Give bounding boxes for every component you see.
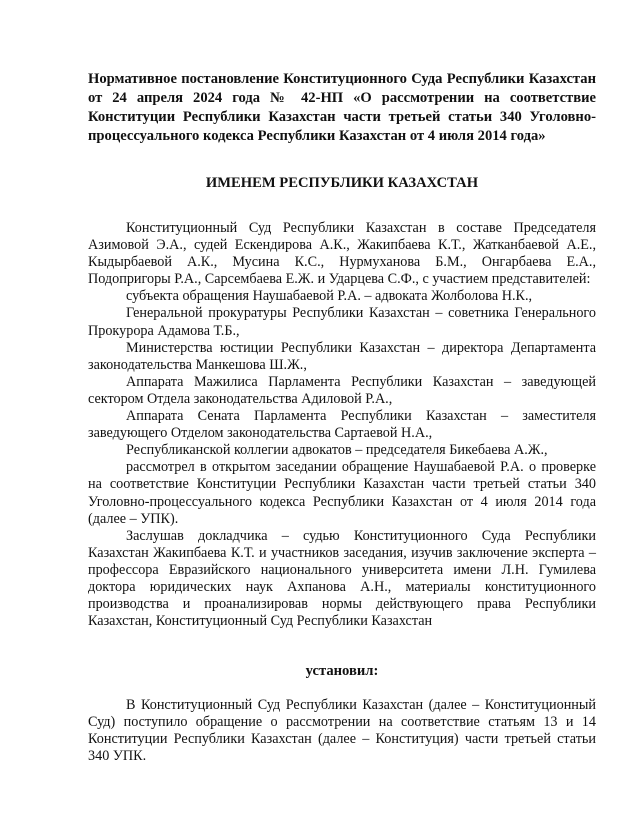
paragraph-subject-representative: субъекта обращения Наушабаевой Р.А. – адвоката Жолболова Н.К., — [126, 288, 533, 305]
document-body-continued — [88, 697, 596, 765]
paragraph-prosecutor-representative: Генеральной прокуратуры Республики Казахстан – советника Генерального Прокурора Адамова Т.Б., — [88, 305, 596, 339]
paragraph-heard: Заслушав докладчика – судью Конституционного Суда Республики Казахстан Жакипбаева К.Т. и участников заседания, изучив заключение эксперта – профессора Евразийского национального университета имени Л.Н. Гумилева доктора юридических наук Ахпанова А.Н., материалы конституционного производства и проанализировав нормы действующего права Республики Казахстан, Конституционный Суд Республики Казахстан — [88, 527, 596, 630]
document-title: Нормативное постановление Конституционного Суда Республики Казахстан от 24 апреля 2024 года № 42-НП «О рассмотрении на соответствие Конституции Республики Казахстан части третьей статьи 340 Уголовно-процессуального кодекса Республики Казахстан от 4 июля 2014 года» — [88, 71, 596, 144]
paragraph-considered: рассмотрел в открытом заседании обращение Наушабаевой Р.А. о проверке на соответствие Конституции Республики Казахстан части третьей статьи 340 Уголовно-процессуального кодекса Республики Казахстан от 4 июля 2014 года (далее – УПК). — [88, 459, 596, 527]
paragraph-appeal-received: В Конституционный Суд Республики Казахстан (далее – Конституционный Суд) поступило обращение о рассмотрении на соответствие статьям 13 и 14 Конституции Республики Казахстан (далее – Конституция) части третьей статьи 340 УПК. — [88, 697, 596, 765]
document-page — [88, 70, 596, 765]
paragraph-court-composition: Конституционный Суд Республики Казахстан в составе Председателя Азимовой Э.А., судей Ескендирова А.К., Жакипбаева К.Т., Жатканбаевой А.Е., Кыдырбаевой А.К., Мусина К.С., Нурмуханова Б.М., Онгарбаева Е.А., Подопригоры Р.А., Сарсембаева Е.Ж. и Ударцева С.Ф., с участием представителей: — [88, 220, 596, 288]
paragraph-bar-representative: Республиканской коллегии адвокатов – председателя Бикебаева А.Ж., — [126, 442, 548, 459]
paragraph-justice-ministry-representative: Министерства юстиции Республики Казахстан – директора Департамента законодательства Манкешова Ш.Ж., — [88, 339, 596, 373]
paragraph-mazhilis-representative: Аппарата Мажилиса Парламента Республики Казахстан – заведующей сектором Отдела законодательства Адиловой Р.А., — [88, 373, 596, 407]
document-body — [88, 220, 596, 630]
document-heading: ИМЕНЕМ РЕСПУБЛИКИ КАЗАХСТАН — [205, 175, 479, 191]
established-heading: установил: — [305, 663, 379, 679]
paragraph-senate-representative: Аппарата Сената Парламента Республики Казахстан – заместителя заведующего Отделом законодательства Сартаевой Н.А., — [88, 408, 596, 442]
